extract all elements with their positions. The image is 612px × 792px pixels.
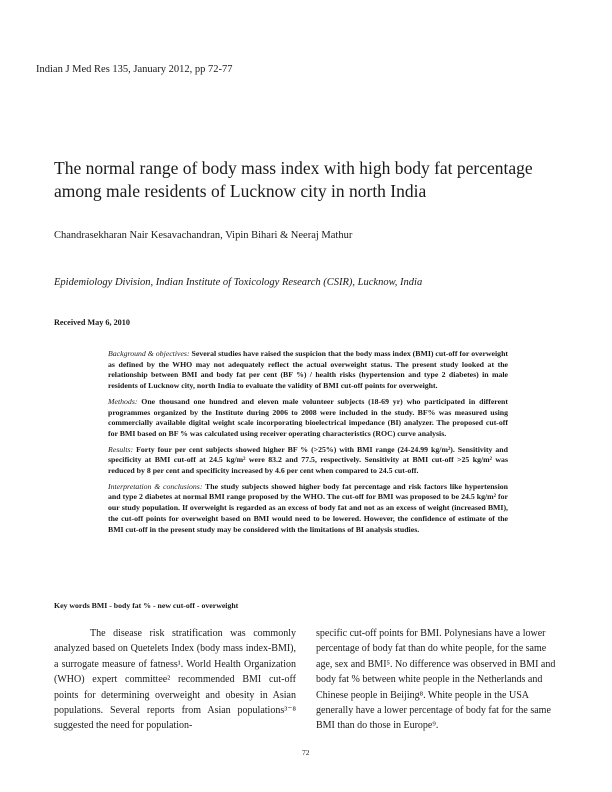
- body-paragraph: The disease risk stratification was commonly analyzed based on Quetelets Index (body mass index-BMI), a surrogate measure of fatness¹. World Health Organization (WHO) expert committee² recommended BMI cut-off points for determining overweight and obesity in Asian populations. Several reports from Asian populations³⁻⁸ suggested the need for population-: [54, 628, 296, 732]
- abstract-results-label: Results:: [108, 444, 134, 454]
- abstract-methods-label: Methods:: [108, 396, 138, 406]
- received-date: Received May 6, 2010: [54, 318, 130, 327]
- abstract-results-text: Forty four per cent subjects showed higher BF % (>25%) with BMI range (24-24.99 kg/m²). Sensitivity and specificity at BMI cut-off at 24.5 kg/m² were 83.2 and 77.5, respectively. Sensitivity at BMI cut-off >25 kg/m² was reduced by 8 per cent and specificity increased by 4.6 per cent when compared to 24.5 cut-off.: [108, 444, 508, 476]
- abstract-background-label: Background & objectives:: [108, 349, 190, 358]
- author-list: Chandrasekharan Nair Kesavachandran, Vipin Bihari & Neeraj Mathur: [54, 230, 353, 241]
- journal-reference: Indian J Med Res 135, January 2012, pp 72-77: [36, 64, 233, 75]
- abstract: [108, 349, 508, 540]
- abstract-methods-text: One thousand one hundred and eleven male volunteer subjects (18-69 yr) who participated in different programmes organized by the Institute during 2006 to 2008 were included in the study. BF% was measured using commercially available digital weight scale incorporating bioelectrical impedance (BI) analyzer. The proposed cut-off for BMI based on BF % was calculated using receiver operating characteristics (ROC) curve analysis.: [108, 396, 508, 438]
- abstract-conclusions-text: The study subjects showed higher body fat percentage and risk factors like hypertension and type 2 diabetes at normal BMI range proposed by the WHO. The cut-off for BMI was proposed to be 24.5 kg/m² for our study population. If overweight is regarded as an excess of body fat and not as an excess of weight (increased BMI), the cut-off points for overweight based on BMI would need to be lowered. However, the confidence of estimate of the BMI cut-off in the present study may be considered with the limitations of BI analysis studies.: [108, 481, 508, 534]
- abstract-conclusions-label: Interpretation & conclusions:: [108, 481, 203, 491]
- abstract-background-text: Several studies have raised the suspicion that the body mass index (BMI) cut-off for overweight as defined by the WHO may not adequately reflect the actual overweight status. The present study looked at the relationship between BMI and body fat per cent (BF %) / health risks (hypertension and type 2 diabetes) in male residents of Lucknow city, north India to evaluate the validity of BMI cut-off points for overweight.: [108, 349, 509, 391]
- keywords: Key words BMI - body fat % - new cut-off - overweight: [54, 601, 239, 610]
- body-column-right: [316, 626, 558, 734]
- page-number: 72: [302, 748, 310, 757]
- body-paragraph: specific cut-off points for BMI. Polynesians have a lower percentage of body fat than do white people, for the same age, sex and BMI⁵. No difference was observed in BMI and body fat % between white people in the Netherlands and Chinese people in Beijing⁸. White people in the USA generally have a lower percentage of body fat for the same BMI than do those in Europe⁹.: [316, 628, 556, 732]
- body-column-left: [54, 626, 296, 734]
- abstract-results: [108, 445, 508, 477]
- abstract-conclusions: [108, 482, 508, 536]
- affiliation: Epidemiology Division, Indian Institute of Toxicology Research (CSIR), Lucknow, India: [54, 277, 423, 288]
- abstract-methods: [108, 397, 508, 440]
- abstract-background: [108, 349, 508, 392]
- article-title: The normal range of body mass index with high body fat percentage among male residents of Lucknow city in north India: [54, 158, 533, 201]
